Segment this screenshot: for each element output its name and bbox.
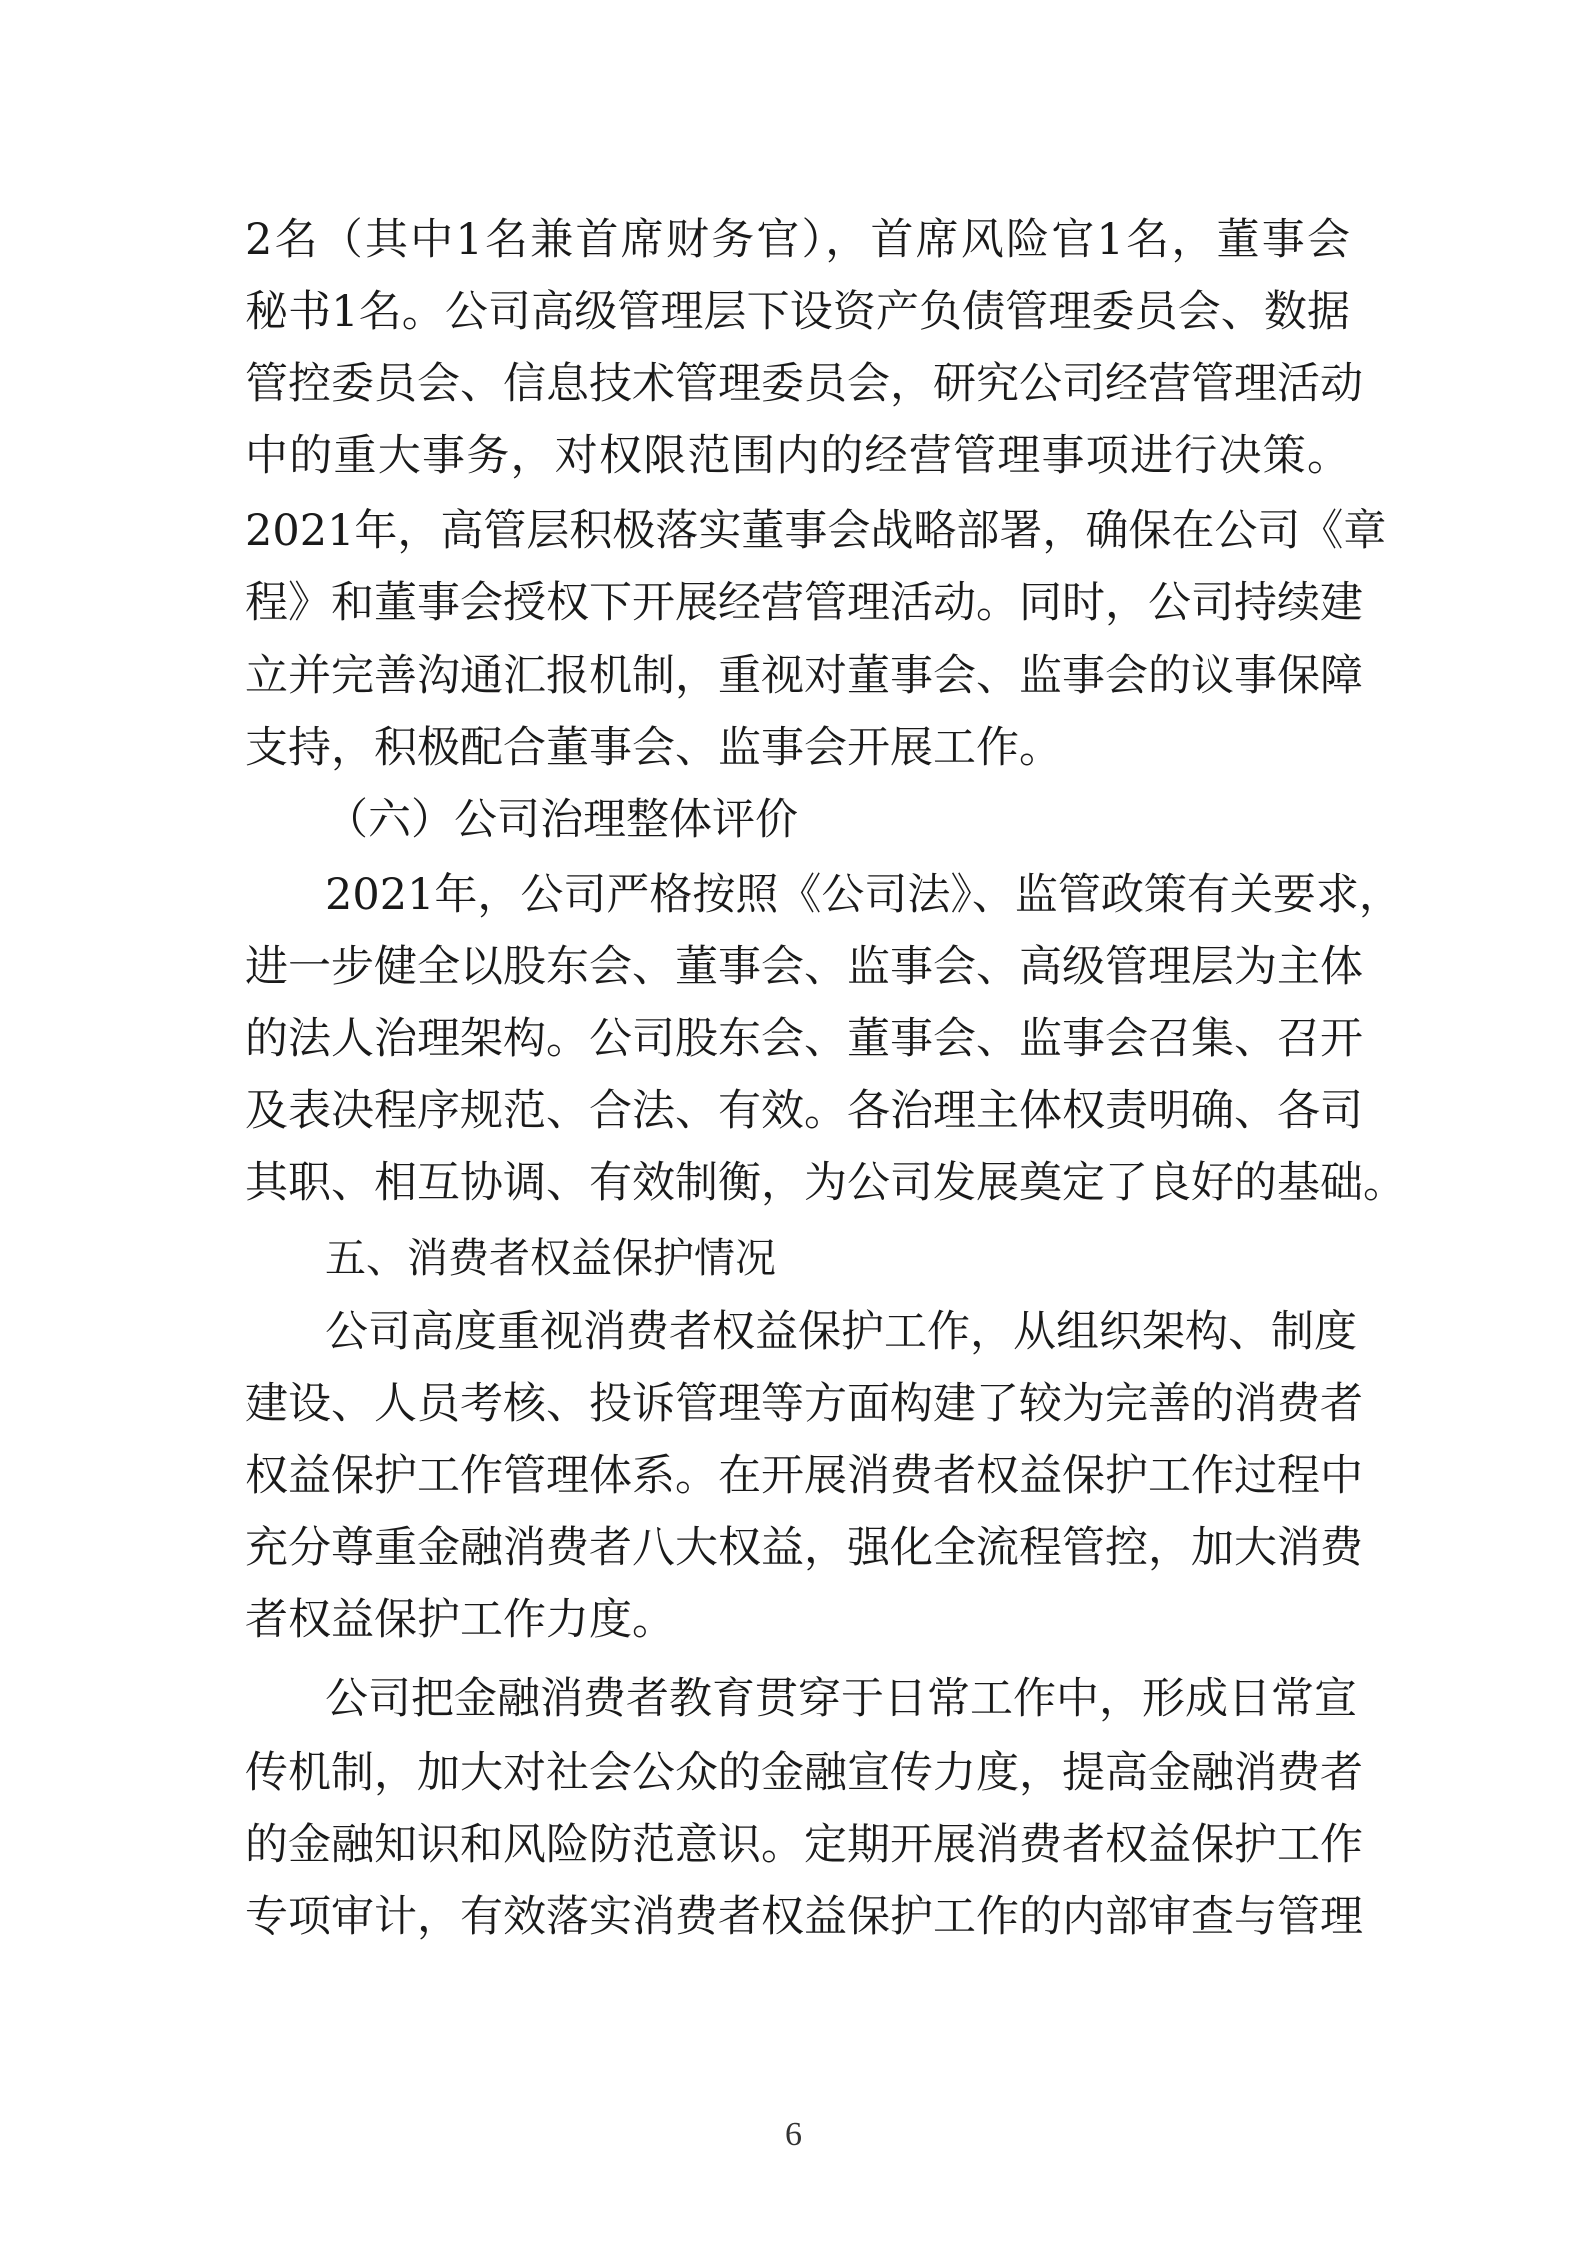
text-line: 支持，积极配合董事会、监事会开展工作。 — [245, 723, 1062, 773]
text-line: 程》和董事会授权下开展经营管理活动。同时，公司持续建 — [245, 578, 1363, 628]
text-line: 立并完善沟通汇报机制，重视对董事会、监事会的议事保障 — [245, 651, 1363, 701]
page-number: 6 — [785, 2116, 802, 2153]
text-line: 充分尊重金融消费者八大权益，强化全流程管控，加大消费 — [245, 1523, 1363, 1573]
text-line: 传机制，加大对社会公众的金融宣传力度，提高金融消费者 — [245, 1748, 1363, 1798]
text-line: 进一步健全以股东会、董事会、监事会、高级管理层为主体 — [245, 942, 1363, 992]
text-line: 2021年，公司严格按照《公司法》、监管政策有关要求， — [325, 870, 1402, 920]
text-line: 权益保护工作管理体系。在开展消费者权益保护工作过程中 — [245, 1451, 1363, 1501]
text-line: 秘书1名。公司高级管理层下设资产负债管理委员会、数据 — [245, 287, 1350, 337]
text-line: 及表决程序规范、合法、有效。各治理主体权责明确、各司 — [245, 1086, 1363, 1136]
section-heading: 五、消费者权益保护情况 — [325, 1234, 776, 1282]
text-line: 中的重大事务，对权限范围内的经营管理事项进行决策。 — [245, 431, 1350, 481]
text-line: 者权益保护工作力度。 — [245, 1595, 675, 1645]
text-line: 的法人治理架构。公司股东会、董事会、监事会召集、召开 — [245, 1014, 1363, 1064]
text-line: 建设、人员考核、投诉管理等方面构建了较为完善的消费者 — [245, 1379, 1363, 1429]
text-line: 2名（其中1名兼首席财务官），首席风险官1名，董事会 — [245, 215, 1350, 265]
text-line: 2021年，高管层积极落实董事会战略部署，确保在公司《章 — [245, 506, 1387, 556]
text-line: 管控委员会、信息技术管理委员会，研究公司经营管理活动 — [245, 359, 1363, 409]
subsection-heading: （六）公司治理整体评价 — [325, 795, 798, 845]
text-line: 专项审计，有效落实消费者权益保护工作的内部审查与管理 — [245, 1892, 1363, 1942]
text-line: 其职、相互协调、有效制衡，为公司发展奠定了良好的基础。 — [245, 1158, 1406, 1208]
text-line: 公司把金融消费者教育贯穿于日常工作中，形成日常宣 — [325, 1674, 1357, 1724]
text-line: 的金融知识和风险防范意识。定期开展消费者权益保护工作 — [245, 1820, 1363, 1870]
text-line: 公司高度重视消费者权益保护工作，从组织架构、制度 — [325, 1307, 1357, 1357]
